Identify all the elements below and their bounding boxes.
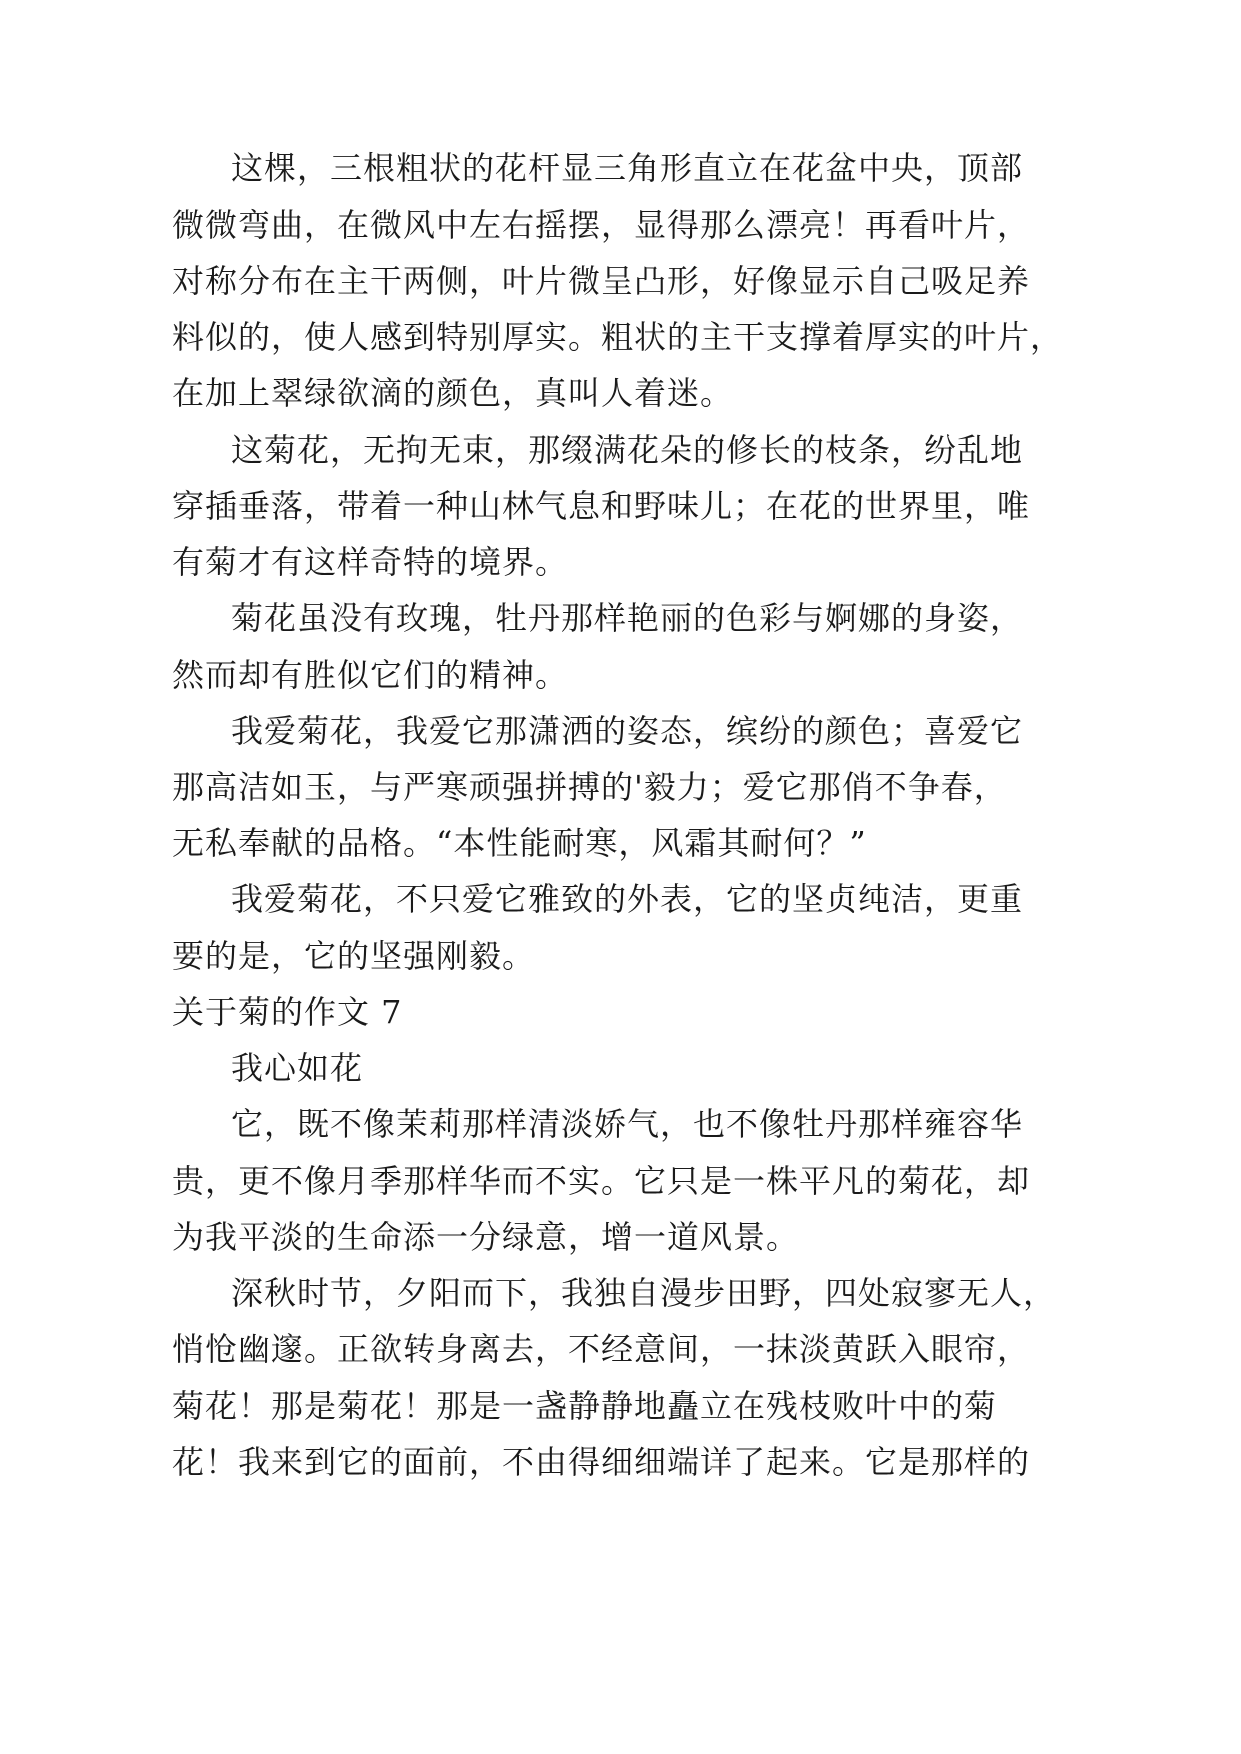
text-line: 我爱菊花，不只爱它雅致的外表，它的坚贞纯洁，更重: [231, 880, 1024, 918]
text-line: 深秋时节，夕阳而下，我独自漫步田野，四处寂寥无人，: [231, 1274, 1057, 1312]
text-line: 有菊才有这样奇特的境界。: [172, 543, 569, 581]
text-line: 这棵，三根粗状的花杆显三角形直立在花盆中央，顶部: [231, 149, 1024, 187]
text-line: 穿插垂落，带着一种山林气息和野味儿；在花的世界里，唯: [172, 487, 1031, 525]
text-line: 要的是，它的坚强刚毅。: [172, 937, 536, 975]
text-line: 对称分布在主干两侧，叶片微呈凸形，好像显示自己吸足养: [172, 262, 1031, 300]
text-line: 菊花！那是菊花！那是一盏静静地矗立在残枝败叶中的菊: [172, 1387, 998, 1425]
text-line: 然而却有胜似它们的精神。: [172, 656, 569, 694]
text-line: 那高洁如玉，与严寒顽强拼搏的'毅力；爱它那俏不争春，: [172, 768, 1007, 806]
text-line: 在加上翠绿欲滴的颜色，真叫人着迷。: [172, 374, 734, 412]
text-line: 花！我来到它的面前，不由得细细端详了起来。它是那样的: [172, 1443, 1031, 1481]
text-line: 料似的，使人感到特别厚实。粗状的主干支撑着厚实的叶片，: [172, 318, 1064, 356]
essay-title: 我心如花: [231, 1049, 364, 1087]
text-line: 为我平淡的生命添一分绿意，增一道风景。: [172, 1218, 800, 1256]
text-line: 贵，更不像月季那样华而不实。它只是一株平凡的菊花，却: [172, 1162, 1031, 1200]
text-line: 它，既不像茉莉那样清淡娇气，也不像牡丹那样雍容华: [231, 1105, 1024, 1143]
text-line: 菊花虽没有玫瑰，牡丹那样艳丽的色彩与婀娜的身姿，: [231, 599, 1024, 637]
text-line: 我爱菊花，我爱它那潇洒的姿态，缤纷的颜色；喜爱它: [231, 712, 1024, 750]
text-line: 这菊花，无拘无束，那缀满花朵的修长的枝条，纷乱地: [231, 431, 1024, 469]
text-line: 微微弯曲，在微风中左右摇摆，显得那么漂亮！再看叶片，: [172, 206, 1031, 244]
text-line: 无私奉献的品格。“本性能耐寒，风霜其耐何？”: [172, 824, 867, 862]
text-line: 悄怆幽邃。正欲转身离去，不经意间，一抹淡黄跃入眼帘，: [172, 1330, 1031, 1368]
section-heading: 关于菊的作文 7: [172, 993, 403, 1031]
